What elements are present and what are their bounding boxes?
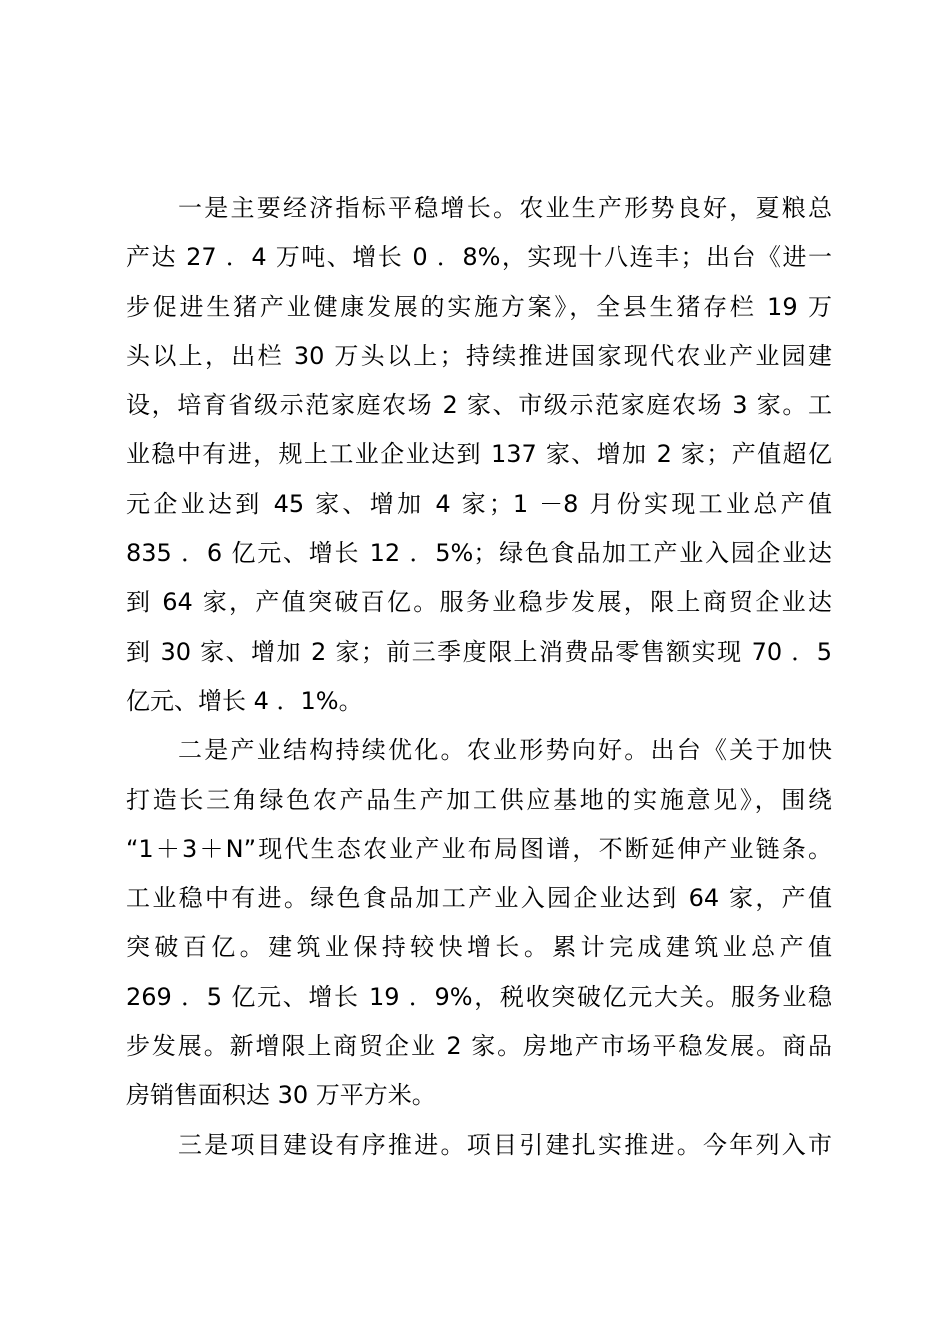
text-line: 产达 27 ．4 万吨、增长 0 ．8%，实现十八连丰；出台《进一 [126, 243, 832, 272]
text-line: 突破百亿。建筑业保持较快增长。累计完成建筑业总产值 [126, 933, 832, 962]
text-line: “1＋3＋N”现代生态农业产业布局图谱，不断延伸产业链条。 [126, 834, 832, 863]
text-line: 工业稳中有进。绿色食品加工产业入园企业达到 64 家，产值 [126, 884, 832, 913]
text-line: 步促进生猪产业健康发展的实施方案》，全县生猪存栏 19 万 [126, 292, 832, 321]
paragraph-industrial-structure [126, 726, 832, 1120]
paragraph-project-construction [126, 1121, 832, 1170]
text-line: 二是产业结构持续优化。农业形势向好。出台《关于加快 [178, 736, 832, 765]
text-line: 835 ．6 亿元、增长 12 ．5%；绿色食品加工产业入园企业达 [126, 539, 832, 568]
text-line: 到 30 家、增加 2 家；前三季度限上消费品零售额实现 70 ．5 [126, 637, 832, 666]
text-line: 一是主要经济指标平稳增长。农业生产形势良好，夏粮总 [178, 194, 832, 222]
text-line: 头以上，出栏 30 万头以上；持续推进国家现代农业产业园建 [126, 341, 832, 370]
text-line: 亿元、增长 4 ．1%。 [126, 686, 363, 715]
text-line: 269 ．5 亿元、增长 19 ．9%，税收突破亿元大关。服务业稳 [126, 982, 832, 1011]
text-line: 设，培育省级示范家庭农场 2 家、市级示范家庭农场 3 家。工 [126, 391, 832, 420]
paragraph-economic-indicators [126, 184, 832, 726]
text-line: 三是项目建设有序推进。项目引建扎实推进。今年列入市 [178, 1130, 832, 1159]
text-line: 打造长三角绿色农产品生产加工供应基地的实施意见》，围绕 [126, 785, 832, 814]
document-body [126, 184, 832, 1170]
text-line: 到 64 家，产值突破百亿。服务业稳步发展，限上商贸企业达 [126, 588, 832, 617]
text-line: 房销售面积达 30 万平方米。 [126, 1081, 436, 1110]
text-line: 元企业达到 45 家、增加 4 家；1 －8 月份实现工业总产值 [126, 489, 832, 518]
text-line: 步发展。新增限上商贸企业 2 家。房地产市场平稳发展。商品 [126, 1032, 832, 1061]
text-line: 业稳中有进，规上工业企业达到 137 家、增加 2 家；产值超亿 [126, 440, 832, 469]
